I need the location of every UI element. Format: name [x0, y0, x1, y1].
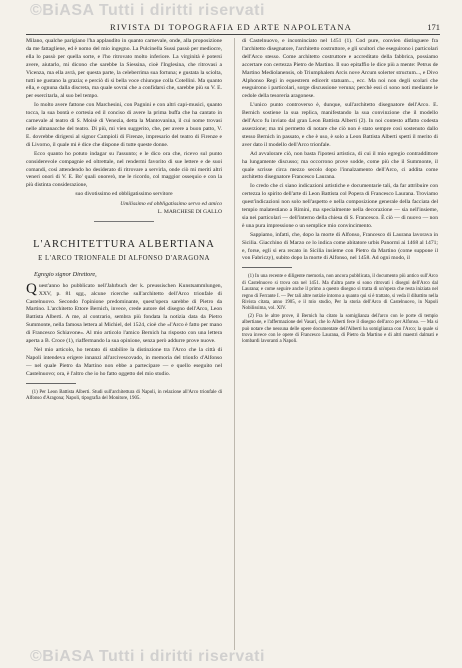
footnotes-left	[26, 390, 222, 403]
article-paragraph-text: uest'anno ho pubblicato nell'Jahrbuch der k. preussischen Kunstsammlungen, XXV, p. 81 sgg., alcune ricerche sull'architetto dell'Arco trionfale di Castelnuovo. Secondo l'opinione predominante, quest'opera sarebbe di Pietro da Martino. L'architetto Ettore Bernich, invece, crede autore del disegno dell'Arco, Leon Battista Alberti. A me, al contrario, sembra più fondata la notizia data da Pietro Summonte, nella famosa lettera al Michiel, del 1524, cioè che «l'Arco è fatto per mano di Francesco Schiavone». Al mio articolo l'amico Bernich ha risposto con una lettera aperta a B. Croce (1), riaffermando la sua opinione, senza però addurre prove nuove.	[26, 282, 222, 345]
salutation: Egregio signor Direttore,	[34, 270, 97, 278]
footnote: (1) In una recente e diligente memoria, non ancora pubblicata, il documento più antico sull'Arco di Castelnuovo si trova ora nel 1451. Ma d'altra parte si sono ritrovati i disegni dell'Arco dal Laurana; e come seguire anche il primo a questo disegno si tratta di un'opera che resta iniziata nel regno di Ferrante I. — Per tali altre notizie intorno a quanto qui si è trattato, si veda il dibattito nella Rivista citata, anno 1905, e il mio studio, Per la storia dell'Arco di Castelnuovo, in Napoli Nobilissima, vol. XIV.	[242, 274, 438, 312]
drop-cap: Q	[26, 280, 37, 297]
watermark-bottom: ©BiASA Tutti i diritti riservati	[30, 648, 265, 665]
letter-paragraph: Ecco quanto ho potuto indagar su l'assunto; e le dico ora che, ricevo sul punto considerevole compagnie ed oltrettale, nel rendermi favorito di sue lettere e de suoi comandi, così attendendo ho desiderato di ritrovare a servirla, onde ciò mi meriti altri veneri onori di V. E. Bo' quali onorerò, me le ricordo, col maggior ossequio e con la più distinta considerazione,	[26, 150, 222, 189]
section-separator	[94, 221, 154, 222]
footnote-rule	[26, 383, 76, 384]
watermark-top: ©BiASA Tutti i diritti riservati	[30, 2, 265, 19]
article-paragraph: di Castelnuovo, e incominciato nel 1451 (1). Cod pure, convien distinguere fra l'architetto disegnatore, l'architetto costruttore, e gli scultori che eseguirono i particolari dell'Arco stesso. Come architetto costruttore e accreditato della fabbrica, possiamo accertare con certezza Pietro de Martino. Il suo epitaffio le dice più a mente: Petrus de Martino Mediolanensis, ob Triumphalem Arcis nove Arcum solerter structum..., e Divo Alphonso Regi in equestrem edicerit statuam..., ecc. Ma noi non degli scolari che eseguirono i particolari, sorge discussione veruna; perchè essi ci sono noti mediante le cedole della tesoreria aragonese.	[242, 38, 438, 100]
letter-closing: suo divotissimo ed obbligatissimo servitore	[75, 191, 173, 198]
article-paragraph: Nel mio articolo, ho tentato di stabilire la distinzione tra l'Arco che la città di Napoli intendeva erigere innanzi all'arcivescovado, in memoria del trionfo d'Alfonso — nel quale Pietro da Martino non ebbe a partecipare — e quello eseguito nel Castelnuovo; ora, è l'altro che io ho fatto oggetto del mio studio.	[26, 347, 222, 377]
header-rule	[26, 34, 440, 35]
footnote: (1) Per Leon Battista Alberti. Studi sull'architettura di Napoli, in relazione all'Arco trionfale di Alfonso d'Aragona; Napoli, tipografia del Monitore, 1905.	[26, 389, 222, 402]
article-paragraph: Sappiamo, infatti, che, dopo la morte di Alfonso, Francesco di Laurana lavorava in Sicilia. Giacchino di Marzo ce lo indica come abitatore urbis Panormi ai 1468 al 1471; e, forse, egli si era recato in Sicilia insieme con Pietro da Martino (come suppone il von Fabriczy), subito dopo la morte di Alfonso, nel 1458. Ad ogni modo, il	[242, 231, 438, 262]
running-header: RIVISTA DI TOPOGRAFIA ED ARTE NAPOLETANA	[109, 22, 353, 32]
footnote: (2) Fra le altre prove, il Bernich ha citato la somiglianza dell'arco con le porte di tempio albertiane, e l'affermazione del Vasari, che lo Alberti fece il disegno dell'arco per Alfonso. — Ma si può notare che nessuna delle opere documentate dell'Alberti ha somiglianza con l'Arco; la quale si trova invece con le opere di Francesco Laurana, di Pietro da Martino e di altri maestri dalmati e lombardi lavoranti a Napoli.	[242, 313, 438, 345]
article-paragraph: Ad avvalorare ciò, non basta l'ipotesi artistica, di cui il mio egregio contraddittore ha lungamente discusso; ma occorrono prove sodde, come più che il Summonte, il quale scrisse circa mezzo secolo dopo l'innalzamento dell'Arco, ci addita come architetto disegnatore Francesco Laurana.	[242, 150, 438, 181]
signature-note: Umilissimo ed obbligatissimo servo ed amico	[120, 201, 222, 208]
footnotes-right	[242, 274, 438, 345]
letter-paragraph: Milano, qualche parigiano l'ha applaudito in quanto carnevale, onde, alla proposizione da me fattagliene, ed è nomo del mio ingegno. La Pulcinella Sussi passò per mediocre, ella lo passò per quella sorte, e l'ho ritrovato molto inferiore. La virginità è potersi avere, aiutarlo, mi dicono che sarebbe la Siessina, cioè l'Inglesina, che ritrovasi a Vicenza, ma ella avrà, per questa parte, la celeberrima sua fortuna; e gustata la sciolta, tutti ne gustano la grazia; e perciò di sì bella voce chiunque colla Cotellini. Ma quanto ella, e ognuna dalla discreta, ma quale sovrai che a confidarsi che, sarebbe più su V. E. per esercitarla, al suo bel tempo.	[26, 38, 222, 100]
page-number: 171	[427, 22, 440, 32]
letter-paragraph: Io molto avere fattone con Marchesini, con Pagnini e con altri capi-musici, quanto tocca, la sua bontà e cortesia ed il conciso di avere la prima buffa che ha cantato in carnevale al teatro di S. Moisè di Venezia, detta la Mantovanina, il cui nome trovasi nelle almanacche del teatro. Di più, mi vien suggerito, che, per avere a buon patto, V. E. dovrebbe dirigersi al signor Campioli di Firenze, impresario del teatro di Firenze e di Livorno, il quale mi è dice che dispone di tutte queste donne.	[26, 102, 222, 148]
column-divider	[234, 38, 235, 650]
article-paragraph	[26, 280, 222, 346]
article-paragraph: L'unico punto controverso è, dunque, sull'architetto disegnatore dell'Arco. E. Bernich sostiene la sua replica, manifestando la sua convinzione che il modello dell'Arco fu inviato dal gran Leon Battista Alberti (2). In noi contesto affatto codesta asserzione; ma mi permetto di notare che ciò non è stato sempre così sostenuto dallo stesso Bernich in passato, e che è uso, è solo a Leon Battista Alberti spetti il merito di aver dato il modello dell'Arco trionfale.	[242, 102, 438, 148]
right-column	[242, 38, 438, 347]
footnote-rule	[242, 267, 292, 268]
signature: L. MARCHESE DI GALLO	[157, 209, 222, 216]
article-subtitle: E L'ARCO TRIONFALE DI ALFONSO D'ARAGONA	[38, 254, 210, 262]
article-title: L'ARCHITETTURA ALBERTIANA	[33, 238, 215, 250]
left-column	[26, 38, 222, 403]
article-paragraph: Io credo che ci siano indicazioni artistiche e documentarie tali, da far attribuire con certezza lo spirito dell'arte di Leon Battista col Popera di Francesco Laurana. Troviamo quest'indicazioni non solo nell'aspetto e nella composizione generale della facciata del tempio malatestiano a Rimini, ma specialmente nella decorazione — sia nell'insieme, sia nei particolari — dell'interno della chiesa di S. Francesco. È ciò — di nuovo — non è una pura impressione o un semplice mio convincimento.	[242, 183, 438, 229]
